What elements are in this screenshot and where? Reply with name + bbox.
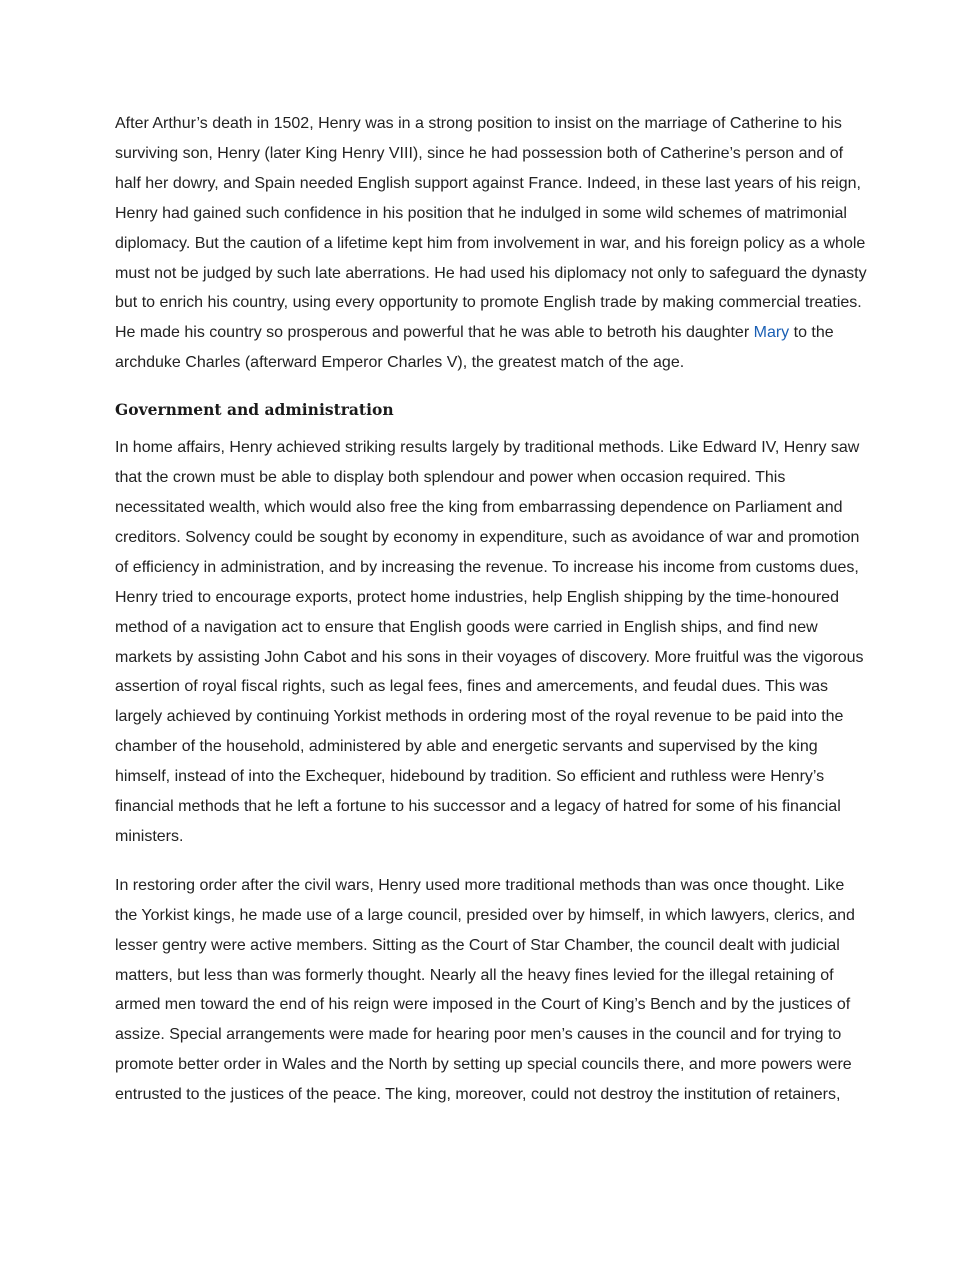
paragraph-text: After Arthur’s death in 1502, Henry was in a strong position to insist on the marriage of Catherine to his surviving son, Henry (later King Henry VIII), since he had possession both of Catherine’s person and of half her dowry, and Spain needed English support against France. Indeed, in these last years of his reign, Henry had gained such confidence in his position that he indulged in some wild schemes of matrimonial diplomacy. But the caution of a lifetime kept him from involvement in war, and his foreign policy as a whole must not be judged by such late aberrations. He had used his diplomacy not only to safeguard the dynasty but to enrich his country, using every opportunity to promote English trade by making commercial treaties. He made his country so prosperous and powerful that he was able to betroth his daughter xyxy=(115,115,867,342)
paragraph-foreign-policy xyxy=(115,109,867,378)
paragraph-text: to the archduke Charles (afterward Emperor Charles V), the greatest match of the age. xyxy=(115,324,834,372)
paragraph-home-affairs: In home affairs, Henry achieved striking results largely by traditional methods. Like Edward IV, Henry saw that the crown must be able to display both splendour and power when occasion required. This necessitated wealth, which would also free the king from embarrassing dependence on Parliament and creditors. Solvency could be sought by economy in expenditure, such as avoidance of war and promotion of efficiency in administration, and by increasing the revenue. To increase his income from customs dues, Henry tried to encourage exports, protect home industries, help English shipping by the time-honoured method of a navigation act to ensure that English goods were carried in English ships, and find new markets by assisting John Cabot and his sons in their voyages of discovery. More fruitful was the vigorous assertion of royal fiscal rights, such as legal fees, fines and amercements, and feudal dues. This was largely achieved by continuing Yorkist methods in ordering most of the royal revenue to be paid into the chamber of the household, administered by able and energetic servants and supervised by the king himself, instead of into the Exchequer, hidebound by tradition. So efficient and ruthless were Henry’s financial methods that he left a fortune to his successor and a legacy of hatred for some of his financial ministers. xyxy=(115,439,864,845)
paragraph-restoring-order: In restoring order after the civil wars, Henry used more traditional methods than was once thought. Like the Yorkist kings, he made use of a large council, presided over by himself, in which lawyers, clerics, and lesser gentry were active members. Sitting as the Court of Star Chamber, the council dealt with judicial matters, but less than was formerly thought. Nearly all the heavy fines levied for the illegal retaining of armed men toward the end of his reign were imposed in the Court of King’s Bench and by the justices of assize. Special arrangements were made for hearing poor men’s causes in the council and for trying to promote better order in Wales and the North by setting up special councils there, and more powers were entrusted to the justices of the peace. The king, moreover, could not destroy the institution of retainers, xyxy=(115,876,855,1104)
section-heading: Government and administration xyxy=(115,400,394,420)
mary-link[interactable]: Mary xyxy=(753,324,790,342)
article-body xyxy=(115,109,867,1110)
